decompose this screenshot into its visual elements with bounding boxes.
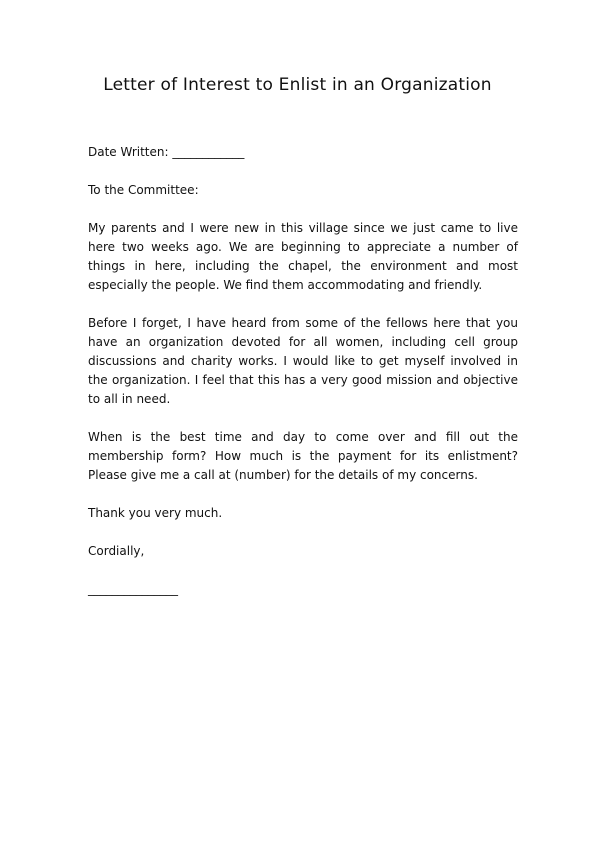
- letter-title: Letter of Interest to Enlist in an Organization: [103, 75, 492, 95]
- salutation: To the Committee:: [88, 183, 199, 197]
- paragraph-3: When is the best time and day to come over and fill out the membership form? How much is the payment for its enlistment? Please give me a call at (number) for the details of my concerns.: [88, 430, 518, 482]
- thanks-line: Thank you very much.: [88, 506, 223, 520]
- paragraph-2: Before I forget, I have heard from some of the fellows here that you have an organization devoted for all women, including cell group discussions and charity works. I would like to get myself involved in the organization. I feel that this has a very good mission and objective to all in need.: [88, 316, 518, 406]
- paragraph-1: My parents and I were new in this village since we just came to live here two weeks ago. We are beginning to appreciate a number of things in here, including the chapel, the environment and most especially the people. We find them accommodating and friendly.: [88, 221, 518, 292]
- signature-line: _______________: [88, 582, 178, 596]
- closing-line: Cordially,: [88, 544, 145, 558]
- date-written-line: Date Written: ____________: [88, 145, 245, 159]
- letter-body: [88, 143, 518, 599]
